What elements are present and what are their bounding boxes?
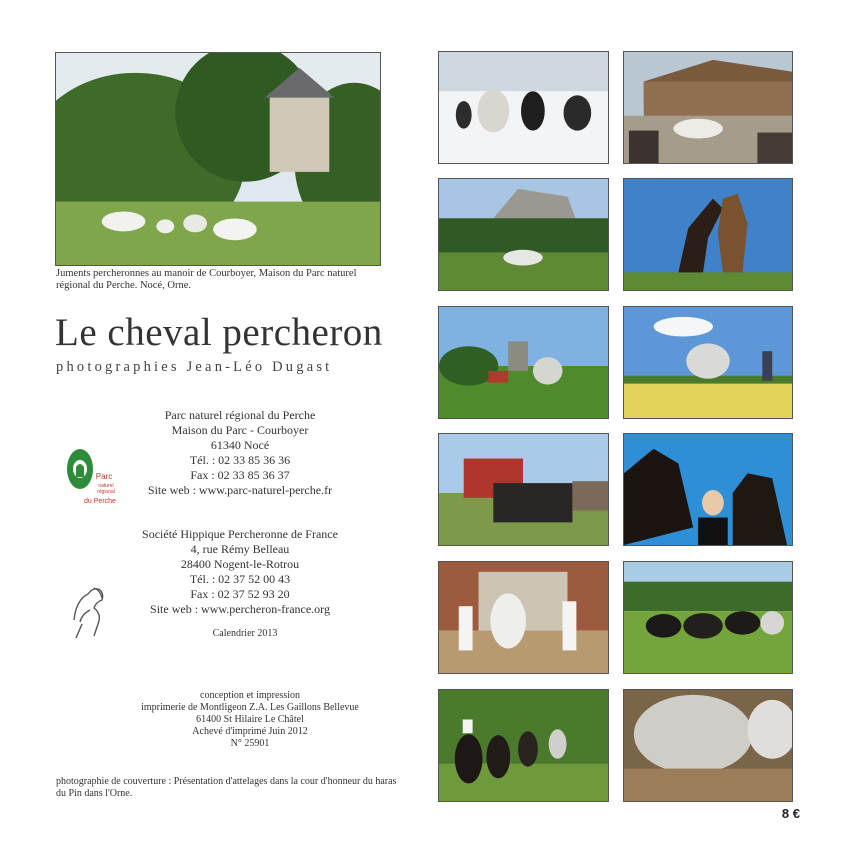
society-name: Société Hippique Percheronne de France [142,527,338,541]
park-name: Parc naturel régional du Perche [164,408,316,422]
page-title: Le cheval percheron [55,311,383,354]
photo-horse-presentation [438,561,609,674]
photo-riders-parade [438,689,609,802]
park-logo-text-4: du Perche [84,498,116,505]
park-phone: Tél. : 02 33 85 36 36 [189,453,291,467]
photo-rock-field [438,178,609,291]
calendar-year: Calendrier 2013 [212,628,278,639]
park-contact [120,408,360,498]
printing-line-2: imprimerie de Montligeon Z.A. Les Gaillons Bellevue [141,702,359,713]
park-logo-text-3: régional [97,489,115,495]
cover-photo-caption: Juments percheronnes au manoir de Courboyer, Maison du Parc naturel régional du Perche. Nocé, Orne. [56,268,357,291]
printing-line-5: N° 25901 [230,738,270,749]
society-phone: Tél. : 02 37 52 00 43 [189,572,291,586]
price-label: 8 € [781,806,800,821]
photo-four-horse-team [438,433,609,546]
park-logo [64,445,124,507]
photo-horse-show-barn [623,51,793,164]
printing-line-4: Achevé d'imprimé Juin 2012 [192,726,308,737]
society-website: Site web : www.percheron-france.org [150,602,330,616]
park-logo-text-2: naturel [98,483,114,489]
photo-manor-mares [55,52,381,266]
printing-info [110,690,390,750]
society-fax: Fax : 02 37 52 93 20 [190,587,290,601]
park-address: Maison du Parc - Courboyer [171,423,309,437]
society-address: 4, rue Rémy Belleau [190,542,290,556]
page-subtitle: photographies Jean-Léo Dugast [56,359,333,375]
photo-rearing-foals [623,178,793,291]
park-logo-text-1: Parc [95,472,113,481]
photo-carriage-chapel [438,306,609,419]
printing-line-1: conception et impression [200,690,300,701]
photo-grey-horse-flowers [623,306,793,419]
photo-horses-snow [438,51,609,164]
horse-logo [64,580,114,642]
society-postcode: 28400 Nogent-le-Rotrou [180,557,300,571]
printing-line-3: 61400 St Hilaire Le Châtel [196,714,304,725]
cover-photo-note: photographie de couverture : Présentation d'attelages dans la cour d'honneur du haras du Pin dans l'Orne. [56,776,397,799]
photo-black-horses-pasture [623,561,793,674]
park-postcode: 61340 Nocé [210,438,270,452]
society-contact [120,527,360,617]
photo-horse-splash [623,689,793,802]
photo-woman-horses [623,433,793,546]
park-website: Site web : www.parc-naturel-perche.fr [147,483,333,497]
park-fax: Fax : 02 33 85 36 37 [190,468,290,482]
